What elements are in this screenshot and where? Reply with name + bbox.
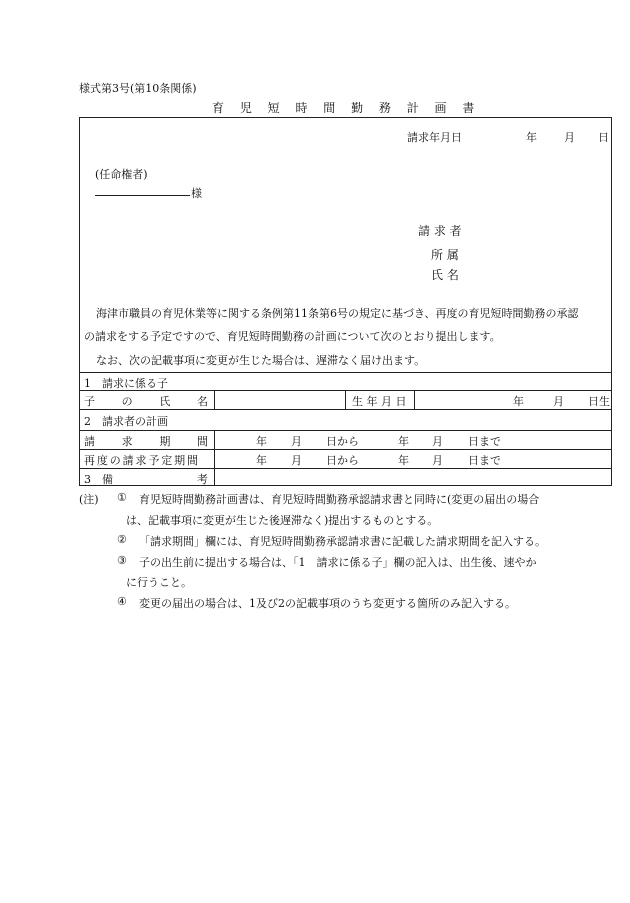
section-2-title: 2 請求者の計画: [84, 415, 168, 428]
replan-from-year: 年: [256, 454, 267, 467]
body-text: なお、次の記載事項に変更が生じた場合は、遅滞なく届け出ます。: [96, 354, 426, 367]
addressee-suffix: 様: [191, 187, 202, 200]
divider: [214, 390, 215, 409]
label-char: 間: [196, 435, 208, 448]
note-mark: ②: [117, 533, 127, 546]
request-day: 日: [598, 131, 609, 144]
note-mark: ①: [117, 491, 127, 504]
body-text: 海津市職員の育児休業等に関する条例第11条第6号の規定に基づき、再度の育児短時間勤務の承認: [96, 307, 579, 320]
period-to-month: 月: [432, 435, 443, 448]
document-title: 育 児 短 時 間 勤 務 計 画 書: [212, 101, 481, 115]
remarks-field[interactable]: [216, 469, 611, 485]
period-from-month: 月: [291, 435, 302, 448]
label-char: 氏: [159, 395, 171, 408]
divider: [79, 372, 612, 373]
affiliation-label: 所 属: [431, 248, 459, 262]
form-number: 様式第3号(第10条関係): [79, 82, 197, 95]
note-text: 育児短時間勤務計画書は、育児短時間勤務承認請求書と同時に(変更の届出の場合: [139, 493, 540, 506]
child-name-field[interactable]: [219, 391, 343, 408]
label-char: 子: [84, 395, 95, 408]
notes-prefix: (注): [79, 493, 99, 506]
replan-from-month: 月: [291, 454, 302, 467]
birth-year: 年: [513, 395, 524, 408]
replan-to-day: 日まで: [468, 454, 501, 467]
request-month: 月: [564, 131, 575, 144]
birth-month: 月: [553, 395, 564, 408]
note-mark: ③: [117, 554, 127, 567]
note-text: 「請求期間」欄には、育児短時間勤務承認請求書に記載した請求期間を記入する。: [139, 535, 546, 548]
label-char: の: [121, 395, 133, 408]
note-text: 変更の届出の場合は、1及び2の記載事項のうち変更する箇所のみ記入する。: [139, 597, 516, 610]
addressee-line[interactable]: [95, 195, 190, 196]
replan-to-month: 月: [432, 454, 443, 467]
note-mark: ④: [117, 595, 127, 608]
divider: [414, 390, 415, 409]
period-to-day: 日まで: [468, 435, 501, 448]
divider: [214, 430, 215, 486]
section-1-title: 1 請求に係る子: [84, 377, 168, 390]
note-text: 子の出生前に提出する場合は、「1 請求に係る子」欄の記入は、出生後、速やか: [139, 556, 537, 569]
replan-from-day: 日から: [326, 454, 359, 467]
label-char: 求: [121, 435, 133, 448]
divider: [345, 390, 346, 409]
child-name-label: [84, 393, 208, 409]
request-period-field[interactable]: [216, 431, 611, 448]
appointing-authority-label: (任命権者): [95, 168, 148, 181]
label-char: 請: [84, 435, 95, 448]
name-label: 氏 名: [431, 268, 459, 282]
note-text: は、記載事項に変更が生じた後遅滞なく)提出するものとする。: [126, 514, 439, 527]
label-part: 3 備: [84, 473, 113, 486]
period-to-year: 年: [398, 435, 409, 448]
birth-date-label: 生 年 月 日: [352, 395, 407, 408]
requester-label: 請 求 者: [418, 224, 462, 238]
label-char: 名: [196, 395, 208, 408]
request-period-label: [84, 433, 208, 449]
period-from-day: 日から: [326, 435, 359, 448]
replan-period-field[interactable]: [216, 450, 611, 467]
label-part: 考: [197, 473, 208, 486]
request-year: 年: [526, 131, 537, 144]
label-char: 期: [159, 435, 171, 448]
remarks-label: [84, 471, 208, 487]
period-from-year: 年: [256, 435, 267, 448]
replan-to-year: 年: [398, 454, 409, 467]
body-text: の請求をする予定ですので、育児短時間勤務の計画について次のとおり提出します。: [84, 330, 501, 343]
request-date-label: 請求年月日: [407, 131, 462, 144]
divider: [79, 409, 612, 410]
note-text: に行うこと。: [126, 576, 192, 589]
replan-period-label: 再度の請求予定期間: [84, 454, 200, 467]
birth-day: 日生: [588, 395, 610, 408]
